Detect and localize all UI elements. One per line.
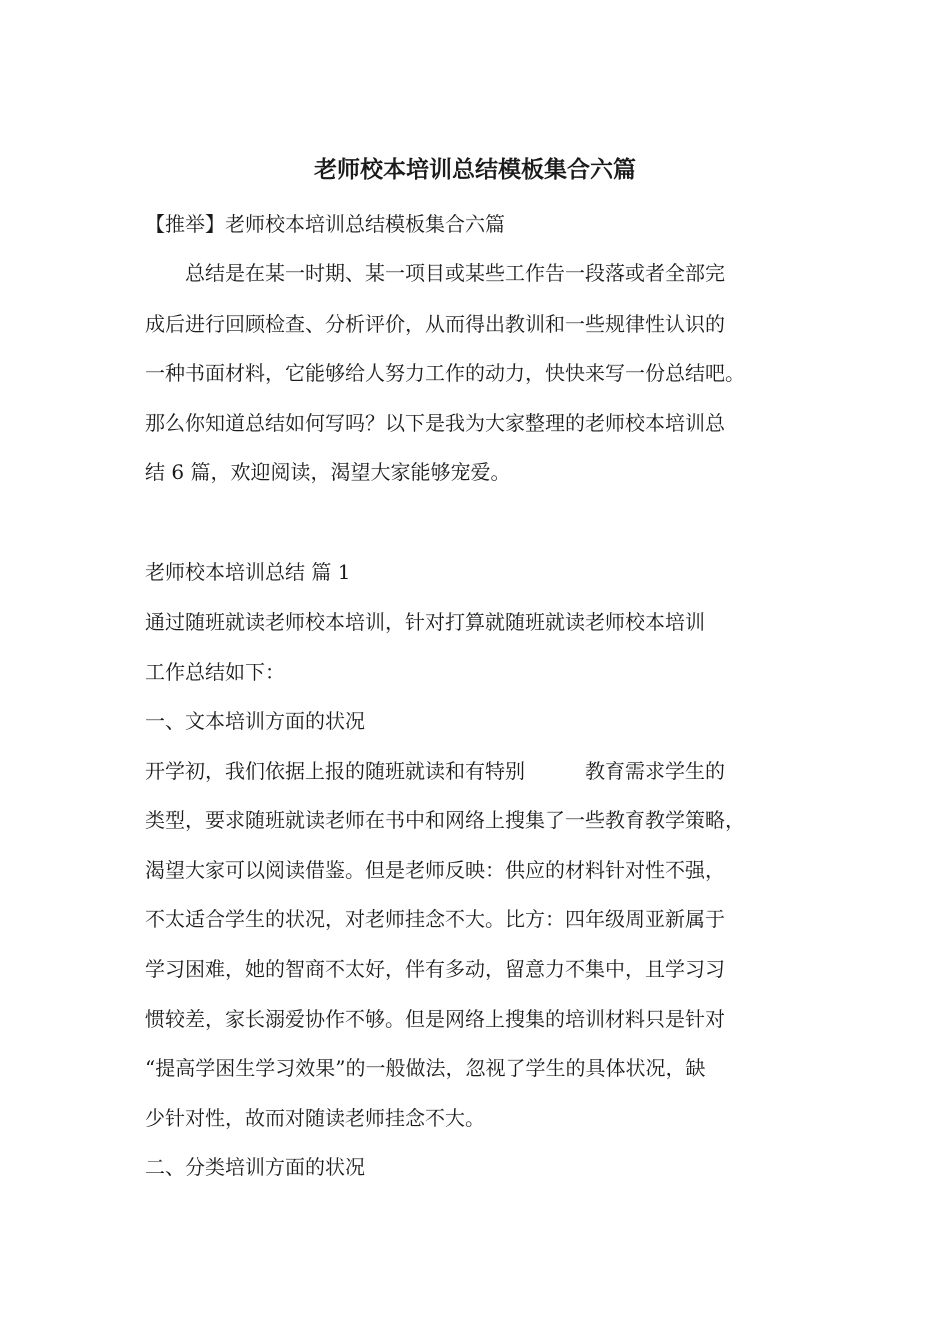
section-intro-line-1: 通过随班就读老师校本培训，针对打算就随班就读老师校本培训 bbox=[145, 610, 705, 634]
body-line-2: 类型，要求随班就读老师在书中和网络上搜集了一些教育教学策略， bbox=[145, 808, 745, 832]
subsection-heading-1: 一、文本培训方面的状况 bbox=[145, 709, 365, 733]
section-heading: 老师校本培训总结 篇 1 bbox=[145, 560, 351, 584]
body-line-5: 学习困难，她的智商不太好，伴有多动，留意力不集中，且学习习 bbox=[145, 957, 725, 981]
body-line-7: “提高学困生学习效果”的一般做法，忽视了学生的具体状况，缺 bbox=[145, 1056, 706, 1080]
intro-line-2: 成后进行回顾检查、分析评价，从而得出教训和一些规律性认识的 bbox=[145, 312, 725, 336]
document-title: 老师校本培训总结模板集合六篇 bbox=[314, 157, 636, 183]
intro-line-3: 一种书面材料，它能够给人努力工作的动力，快快来写一份总结吧。 bbox=[145, 361, 745, 385]
section-intro-line-2: 工作总结如下： bbox=[145, 660, 285, 684]
body-line-6: 惯较差，家长溺爱协作不够。但是网络上搜集的培训材料只是针对 bbox=[145, 1007, 725, 1031]
subsection-heading-2: 二、分类培训方面的状况 bbox=[145, 1155, 365, 1179]
recommend-line: 【推举】老师校本培训总结模板集合六篇 bbox=[145, 212, 505, 236]
body-line-3: 渴望大家可以阅读借鉴。但是老师反映：供应的材料针对性不强， bbox=[145, 858, 725, 882]
intro-line-5: 结 6 篇，欢迎阅读，渴望大家能够宠爱。 bbox=[145, 460, 511, 484]
intro-line-4: 那么你知道总结如何写吗？以下是我为大家整理的老师校本培训总 bbox=[145, 411, 725, 435]
intro-line-1: 总结是在某一时期、某一项目或某些工作告一段落或者全部完 bbox=[145, 261, 725, 285]
body-line-4: 不太适合学生的状况，对老师挂念不大。比方：四年级周亚新属于 bbox=[145, 907, 725, 931]
body-line-1: 开学初，我们依据上报的随班就读和有特别 教育需求学生的 bbox=[145, 759, 725, 783]
body-line-8: 少针对性，故而对随读老师挂念不大。 bbox=[145, 1106, 485, 1130]
